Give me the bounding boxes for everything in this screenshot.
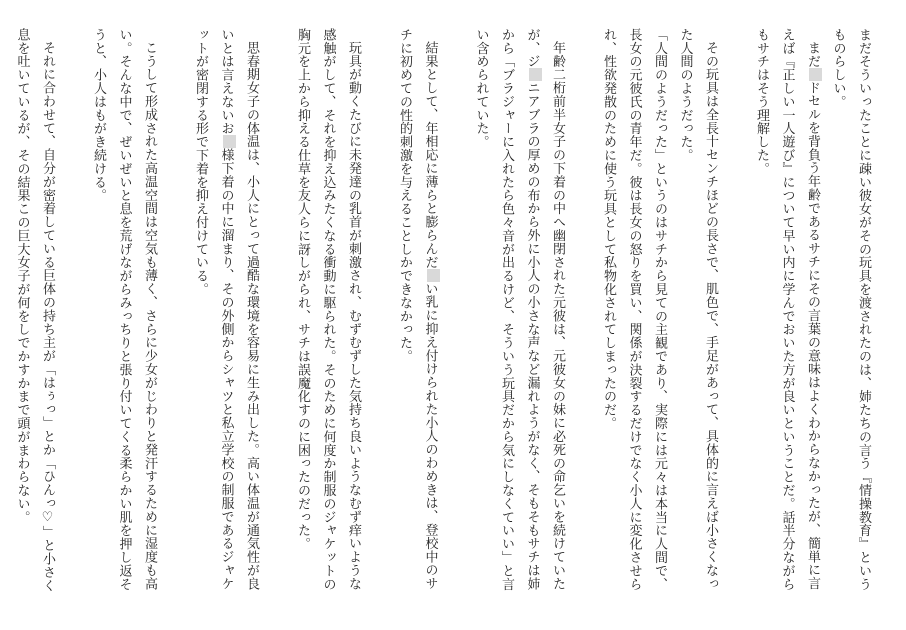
- paragraph: [290, 28, 367, 600]
- redaction-mark: [223, 135, 236, 148]
- paragraph: [468, 28, 570, 600]
- vertical-text-body: [9, 28, 876, 600]
- paragraph-text: ドセルを背負う年齢であるサチにその言葉の意味はよくわからなかったが、簡単に言えば『正しい一人遊び』について早い内に学んでおいた方が良いということだ。話半分ながらもサチはそう理解した。: [754, 28, 820, 591]
- paragraph: [749, 28, 826, 600]
- paragraph-text: 結果として、年相応に薄らと膨らんだ: [422, 41, 438, 269]
- paragraph: [825, 28, 876, 600]
- paragraph-text: まだ: [805, 41, 820, 68]
- paragraph: [188, 28, 265, 600]
- paragraph-text: こうして形成された高温空間は空気も薄く、さらに少女がじわりと発汗するために湿度も高い。そんな中で、ぜいぜいと息を荒げながらみっちりと張り付いてくる柔らかい肌を押し返そうと、小人はもがき続ける。: [91, 28, 157, 591]
- paragraph-text: 思春期女子の体温は、小人にとって過酷な環境を容易に生み出した。高い体温が通気性が良いとは言えないお: [218, 28, 259, 591]
- paragraph: [9, 28, 60, 600]
- paragraph: [596, 28, 673, 600]
- redaction-mark: [427, 269, 440, 282]
- redaction-mark: [529, 68, 542, 81]
- paragraph-text: まだそういったことに疎い彼女がその玩具を渡されたのは、姉たちの言う『情操教育』というものらしい。: [830, 28, 871, 591]
- paragraph-text: 玩具が動くたびに未発達の乳首が刺激され、むずむずした気持ち良いようなむず痒いような感触がして、それを抑え込みたくなる衝動に駆られた。そのために何度か制服のジャケットの胸元を上から抑える仕草を友人らに訝しがられ、サチは誤魔化すのに困ったのだった。: [295, 28, 361, 591]
- paragraph-text: 様下着の中に溜まり、その外側からシャツと私立学校の制服であるジャケットが密閉する形で下着を抑え付けている。: [193, 28, 234, 591]
- paragraph-text: それに合わせて、自分が密着している巨体の持ち主が「はぅっ」とか「ひんっ♡」と小さく息を吐いているが、その結果この巨大女子が何をしでかすかまで頭がまわらない。: [14, 28, 55, 593]
- paragraph: [672, 28, 723, 600]
- paragraph-text: ニアブラの厚めの布から外に小人の小さな声など漏れようがなく、そもそもサチは姉から「ブラジャーに入れたら色々音が出るけど、そういう玩具だから気にしなくていい」と言い含められていた。: [473, 28, 540, 591]
- redaction-mark: [809, 68, 822, 81]
- paragraph: [392, 28, 443, 600]
- paragraph: [86, 28, 163, 600]
- paragraph-text: その玩具は全長十センチほどの長さで、肌色で、手足があって、具体的に言えば小さくなった人間のようだった。: [677, 28, 718, 591]
- paragraph-text: い乳に抑え付けられた小人のわめきは、登校中のサチに初めての性的刺激を与えることしかできなかった。: [397, 28, 438, 591]
- paragraph-text: 「人間のようだった」というのはサチから見ての主観であり、実際には元々は本当に人間で、長女の元彼氏の青年だ。彼は長女の怒りを買い、関係が決裂するだけでなく小人に変化させられ、性欲発散のために使う玩具として私物化されてしまったのだ。: [601, 28, 667, 591]
- paragraph-text: 年齢二桁前半女子の下着の中へ幽閉された元彼は、元彼女の妹に必死の命乞いを続けていたが、ジ: [524, 28, 565, 591]
